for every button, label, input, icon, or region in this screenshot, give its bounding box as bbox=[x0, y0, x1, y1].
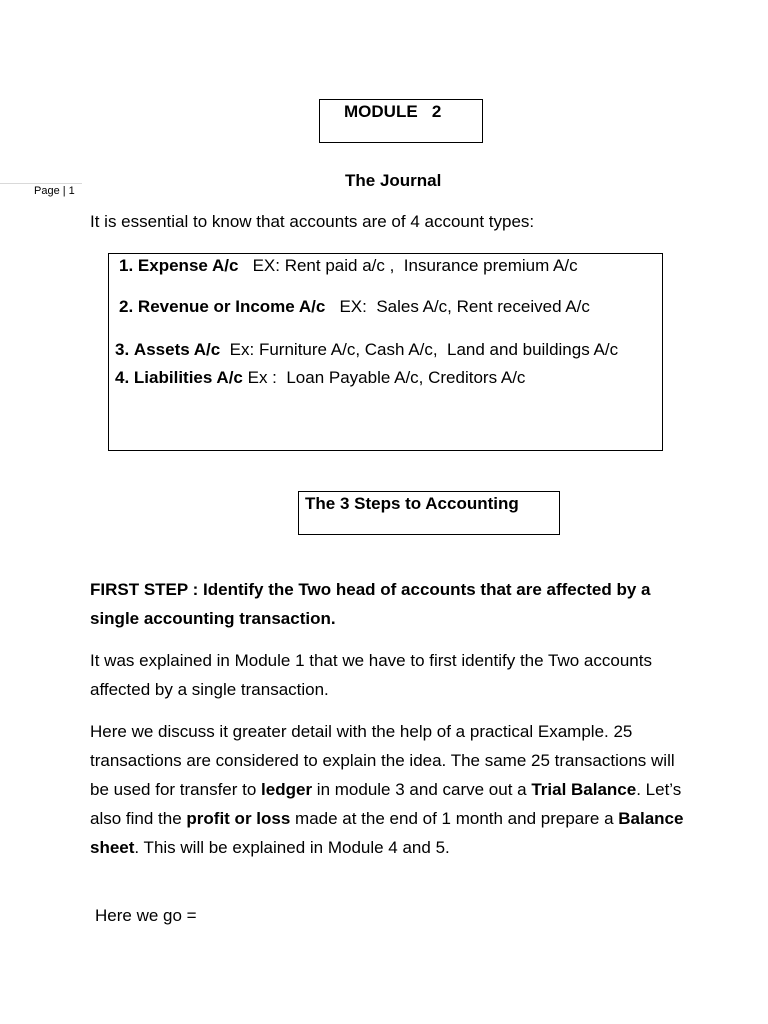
paragraph-practical-example bbox=[90, 717, 690, 862]
term-ledger: ledger bbox=[261, 780, 313, 799]
term-trial-balance: Trial Balance bbox=[531, 780, 637, 799]
term-profit-or-loss: profit or loss bbox=[186, 809, 291, 828]
account-type-num: 4. bbox=[115, 368, 130, 387]
account-type-name: Liabilities A/c bbox=[133, 368, 243, 387]
account-type-revenue bbox=[119, 297, 590, 317]
account-type-name: Expense A/c bbox=[137, 256, 239, 275]
account-type-example: Ex: Furniture A/c, Cash A/c, Land and buildings A/c bbox=[220, 340, 619, 359]
account-type-liabilities bbox=[115, 368, 525, 388]
page-margin-rule bbox=[0, 183, 82, 184]
here-we-go-text: Here we go = bbox=[95, 906, 197, 925]
account-type-example: EX: Sales A/c, Rent received A/c bbox=[325, 297, 590, 316]
paragraph-text: Here we discuss it greater detail with the help of a practical Example. 25 transactions are considered to explain the idea. The same 25 transactions will be used for transfer to bbox=[90, 722, 675, 799]
paragraph-text: made at the end of 1 month and prepare a bbox=[290, 809, 619, 828]
account-type-example: EX: Rent paid a/c , Insurance premium A/c bbox=[238, 256, 578, 275]
paragraph-module1-reference: It was explained in Module 1 that we have to first identify the Two accounts affected by a single transaction. bbox=[90, 651, 652, 699]
account-type-num: 1. bbox=[119, 256, 134, 275]
account-type-num: 2. bbox=[119, 297, 134, 316]
page-number: Page | 1 bbox=[34, 185, 75, 197]
intro-text: It is essential to know that accounts are of 4 account types: bbox=[90, 212, 535, 231]
account-type-example: Ex : Loan Payable A/c, Creditors A/c bbox=[242, 368, 526, 387]
account-type-name: Revenue or Income A/c bbox=[137, 297, 326, 316]
paragraph-text: . Let’s also find the bbox=[90, 780, 682, 828]
paragraph-text: . This will be explained in Module 4 and 5. bbox=[134, 838, 450, 857]
journal-heading: The Journal bbox=[345, 171, 442, 190]
steps-heading: The 3 Steps to Accounting bbox=[305, 494, 519, 513]
account-type-num: 3. bbox=[115, 340, 130, 359]
module-title: MODULE 2 bbox=[344, 102, 442, 121]
paragraph-text: in module 3 and carve out a bbox=[312, 780, 532, 799]
account-type-expense bbox=[119, 256, 578, 276]
term-balance-sheet: Balance sheet bbox=[90, 809, 684, 857]
first-step-heading: FIRST STEP : Identify the Two head of accounts that are affected by a single accounting transaction. bbox=[90, 580, 651, 628]
account-type-name: Assets A/c bbox=[133, 340, 221, 359]
account-type-assets bbox=[115, 340, 618, 360]
